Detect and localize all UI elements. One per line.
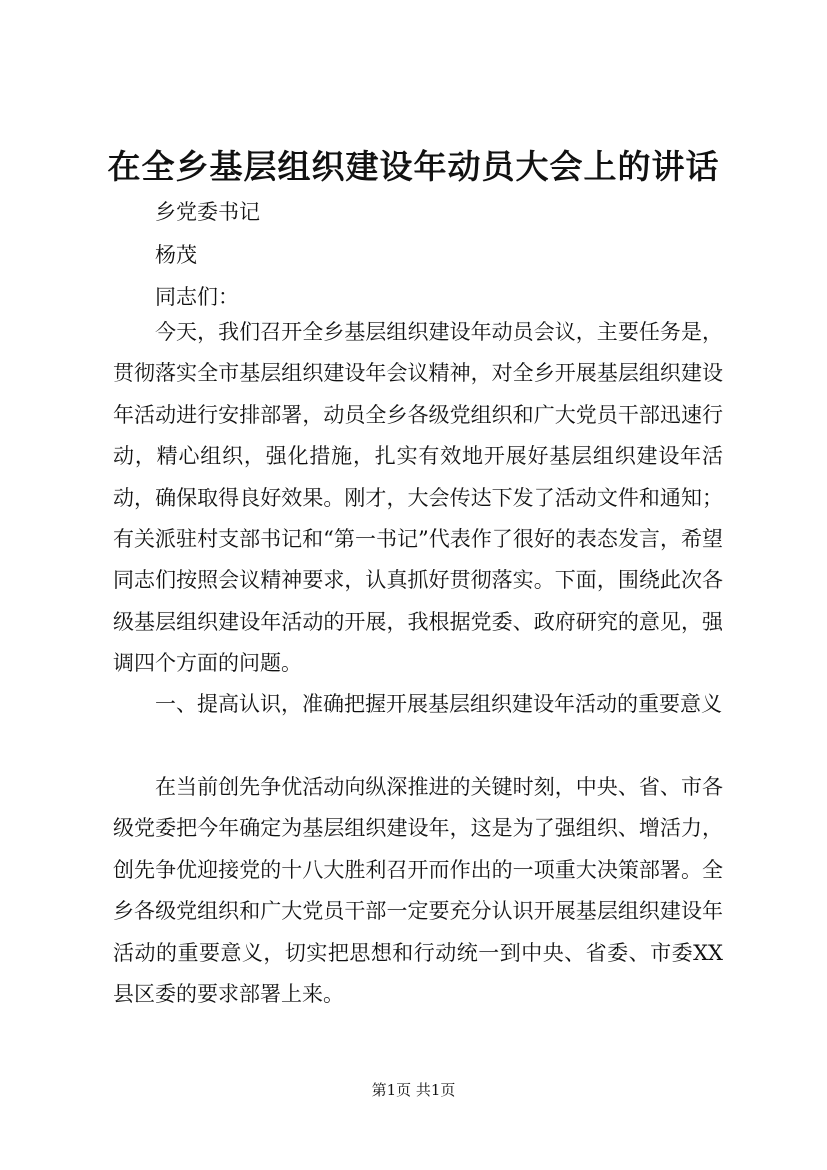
speaker-position: 乡党委书记 bbox=[155, 200, 260, 224]
salutation: 同志们： bbox=[155, 285, 239, 309]
paragraph-section-1: 在当前创先争优活动向纵深推进的关键时刻，中央、省、市各级党委把今年确定为基层组织建设年，这是为了强组织、增活力，创先争优迎接党的十八大胜利召开而作出的一项重大决策部署。全乡各级党组织和广大党员干部一定要充分认识开展基层组织建设年活动的重要意义，切实把思想和行动统一到中央、省委、市委XX县区委的要求部署上来。 bbox=[113, 775, 723, 1007]
section-heading-1: 一、提高认识，准确把握开展基层组织建设年活动的重要意义 bbox=[155, 692, 722, 716]
speaker-name: 杨茂 bbox=[155, 243, 197, 267]
paragraph-intro: 今天，我们召开全乡基层组织建设年动员会议，主要任务是，贯彻落实全市基层组织建设年会议精神，对全乡开展基层组织建设年活动进行安排部署，动员全乡各级党组织和广大党员干部迅速行动，精心组织，强化措施，扎实有效地开展好基层组织建设年活动，确保取得良好效果。刚才，大会传达下发了活动文件和通知；有关派驻村支部书记和“第一书记”代表作了很好的表态发言，希望同志们按照会议精神要求，认真抓好贯彻落实。下面，围绕此次各级基层组织建设年活动的开展，我根据党委、政府研究的意见，强调四个方面的问题。 bbox=[113, 320, 723, 676]
page-footer: 第1页 共1页 bbox=[371, 1081, 456, 1099]
document-title: 在全乡基层组织建设年动员大会上的讲话 bbox=[107, 147, 720, 186]
